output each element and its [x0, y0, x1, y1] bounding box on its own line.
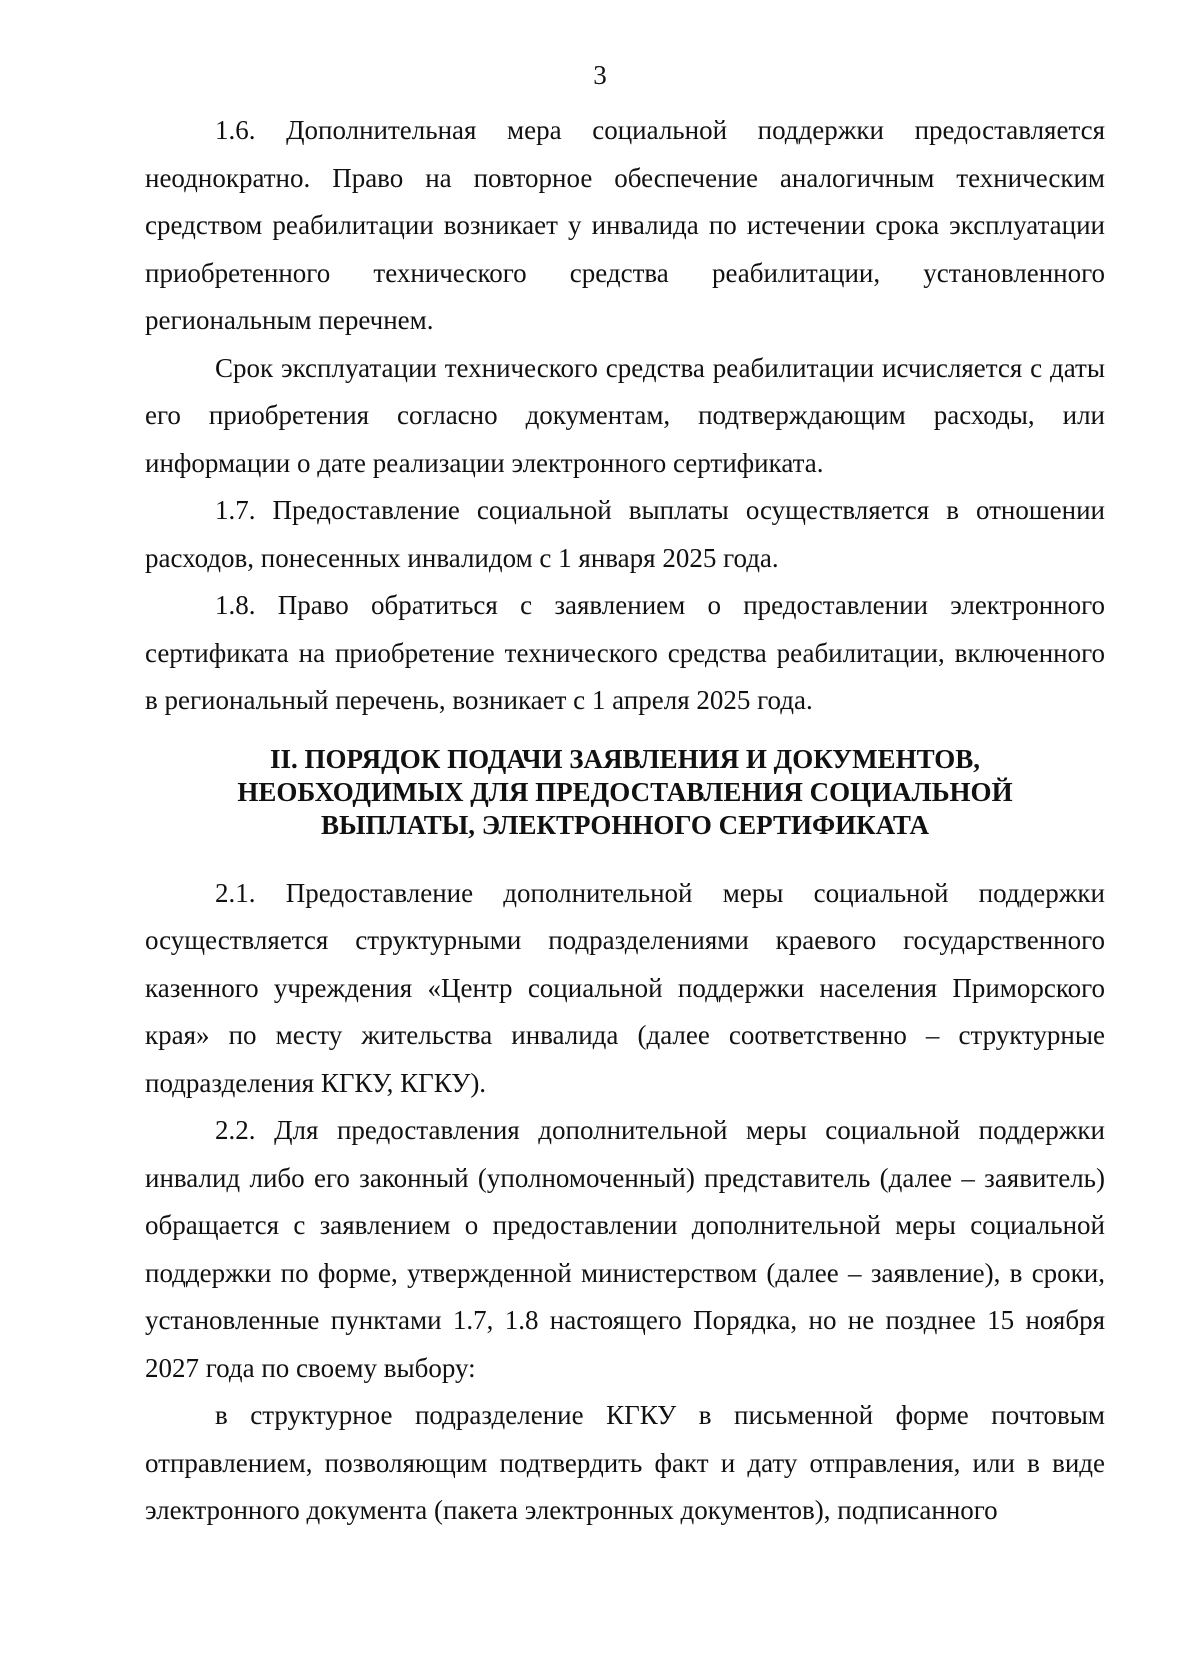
section-heading-line-1: II. ПОРЯДОК ПОДАЧИ ЗАЯВЛЕНИЯ И ДОКУМЕНТОВ,: [270, 743, 980, 774]
paragraph-1-6: 1.6. Дополнительная мера социальной поддержки предоставляется неоднократно. Право на повторное обеспечение аналогичным техническим средством реабилитации возникает у инвалида по истечении срока эксплуатации приобретенного технического средства реабилитации, установленного региональным перечнем.: [145, 115, 1105, 335]
section-heading-line-3: ВЫПЛАТЫ, ЭЛЕКТРОННОГО СЕРТИФИКАТА: [320, 809, 930, 840]
paragraph-1-7: 1.7. Предоставление социальной выплаты осуществляется в отношении расходов, понесенных инвалидом с 1 января 2025 года.: [145, 495, 1105, 573]
paragraph-submission-method: в структурное подразделение КГКУ в письменной форме почтовым отправлением, позволяющим подтвердить факт и дату отправления, или в виде электронного документа (пакета электронных документов), подписанного: [145, 1400, 1105, 1525]
paragraph-2-2: 2.2. Для предоставления дополнительной меры социальной поддержки инвалид либо его законный (уполномоченный) представитель (далее – заявитель) обращается с заявлением о предоставлении дополнительной меры социальной поддержки по форме, утвержденной министерством (далее – заявление), в сроки, установленные пунктами 1.7, 1.8 настоящего Порядка, но не позднее 15 ноября 2027 года по своему выбору:: [145, 1115, 1105, 1383]
section-heading-line-2: НЕОБХОДИМЫХ ДЛЯ ПРЕДОСТАВЛЕНИЯ СОЦИАЛЬНОЙ: [237, 776, 1013, 807]
page-number: 3: [593, 60, 607, 90]
paragraph-2-1: 2.1. Предоставление дополнительной меры социальной поддержки осуществляется структурными подразделениями краевого государственного казенного учреждения «Центр социальной поддержки населения Приморского края» по месту жительства инвалида (далее соответственно – структурные подразделения КГКУ, КГКУ).: [145, 877, 1105, 1098]
paragraph-1-8: 1.8. Право обратиться с заявлением о предоставлении электронного сертификата на приобретение технического средства реабилитации, включенного в региональный перечень, возникает с 1 апреля 2025 года.: [145, 590, 1105, 715]
document-body: [145, 107, 1105, 1535]
section-heading: [145, 743, 1105, 842]
paragraph-service-life: Срок эксплуатации технического средства реабилитации исчисляется с даты его приобретения согласно документам, подтверждающим расходы, или информации о дате реализации электронного сертификата.: [145, 352, 1105, 478]
